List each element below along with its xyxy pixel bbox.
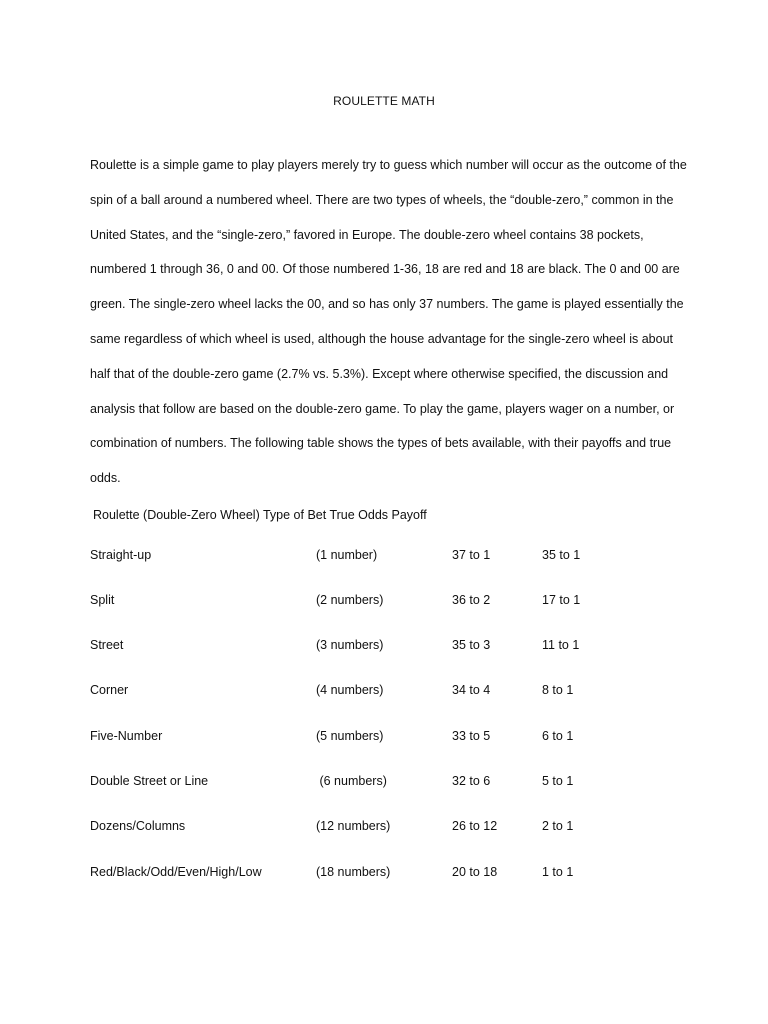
bet-numbers: (1 number) xyxy=(316,548,378,562)
bet-name: Straight-up xyxy=(90,548,152,562)
document-title: ROULETTE MATH xyxy=(333,94,435,108)
bet-name: Corner xyxy=(90,683,129,697)
bet-true-odds: 37 to 1 xyxy=(452,548,491,562)
bet-numbers: (3 numbers) xyxy=(316,638,384,652)
bet-numbers: (18 numbers) xyxy=(316,865,391,879)
table-row xyxy=(90,865,690,885)
bet-payoff: 1 to 1 xyxy=(542,865,574,879)
bet-true-odds: 36 to 2 xyxy=(452,593,491,607)
bet-payoff: 2 to 1 xyxy=(542,819,574,833)
bet-numbers: (6 numbers) xyxy=(316,774,387,788)
table-row xyxy=(90,638,690,658)
bet-name: Split xyxy=(90,593,115,607)
bet-numbers: (12 numbers) xyxy=(316,819,391,833)
intro-paragraph: Roulette is a simple game to play players merely try to guess which number will occur as the outcome of the spin of a ball around a numbered wheel. There are two types of wheels, the “double-zero,” common in the United States, and the “single-zero,” favored in Europe. The double-zero wheel contains 38 pockets, numbered 1 through 36, 0 and 00. Of those numbered 1-36, 18 are red and 18 are black. The 0 and 00 are green. The single-zero wheel lacks the 00, and so has only 37 numbers. The game is played essentially the same regardless of which wheel is used, although the house advantage for the single-zero wheel is about half that of the double-zero game (2.7% vs. 5.3%). Except where otherwise specified, the discussion and analysis that follow are based on the double-zero game. To play the game, players wager on a number, or combination of numbers. The following table shows the types of bets available, with their payoffs and true odds. xyxy=(90,158,687,486)
bet-payoff: 8 to 1 xyxy=(542,683,574,697)
bet-true-odds: 35 to 3 xyxy=(452,638,491,652)
bet-true-odds: 26 to 12 xyxy=(452,819,498,833)
bet-payoff: 17 to 1 xyxy=(542,593,581,607)
bet-true-odds: 33 to 5 xyxy=(452,729,491,743)
bet-payoff: 5 to 1 xyxy=(542,774,574,788)
bet-numbers: (2 numbers) xyxy=(316,593,384,607)
bet-true-odds: 32 to 6 xyxy=(452,774,491,788)
bet-name: Street xyxy=(90,638,124,652)
table-row xyxy=(90,593,690,613)
bet-numbers: (4 numbers) xyxy=(316,683,384,697)
table-row xyxy=(90,819,690,839)
bet-name: Five-Number xyxy=(90,729,163,743)
table-row xyxy=(90,548,690,568)
table-row xyxy=(90,683,690,703)
bet-name: Dozens/Columns xyxy=(90,819,186,833)
bet-true-odds: 34 to 4 xyxy=(452,683,491,697)
bet-numbers: (5 numbers) xyxy=(316,729,384,743)
bet-name: Red/Black/Odd/Even/High/Low xyxy=(90,865,262,879)
table-caption: Roulette (Double-Zero Wheel) Type of Bet True Odds Payoff xyxy=(93,508,427,522)
bet-payoff: 11 to 1 xyxy=(542,638,580,652)
table-row xyxy=(90,774,690,794)
table-row xyxy=(90,729,690,749)
bet-payoff: 35 to 1 xyxy=(542,548,581,562)
bet-name: Double Street or Line xyxy=(90,774,209,788)
bet-payoff: 6 to 1 xyxy=(542,729,574,743)
bet-true-odds: 20 to 18 xyxy=(452,865,498,879)
